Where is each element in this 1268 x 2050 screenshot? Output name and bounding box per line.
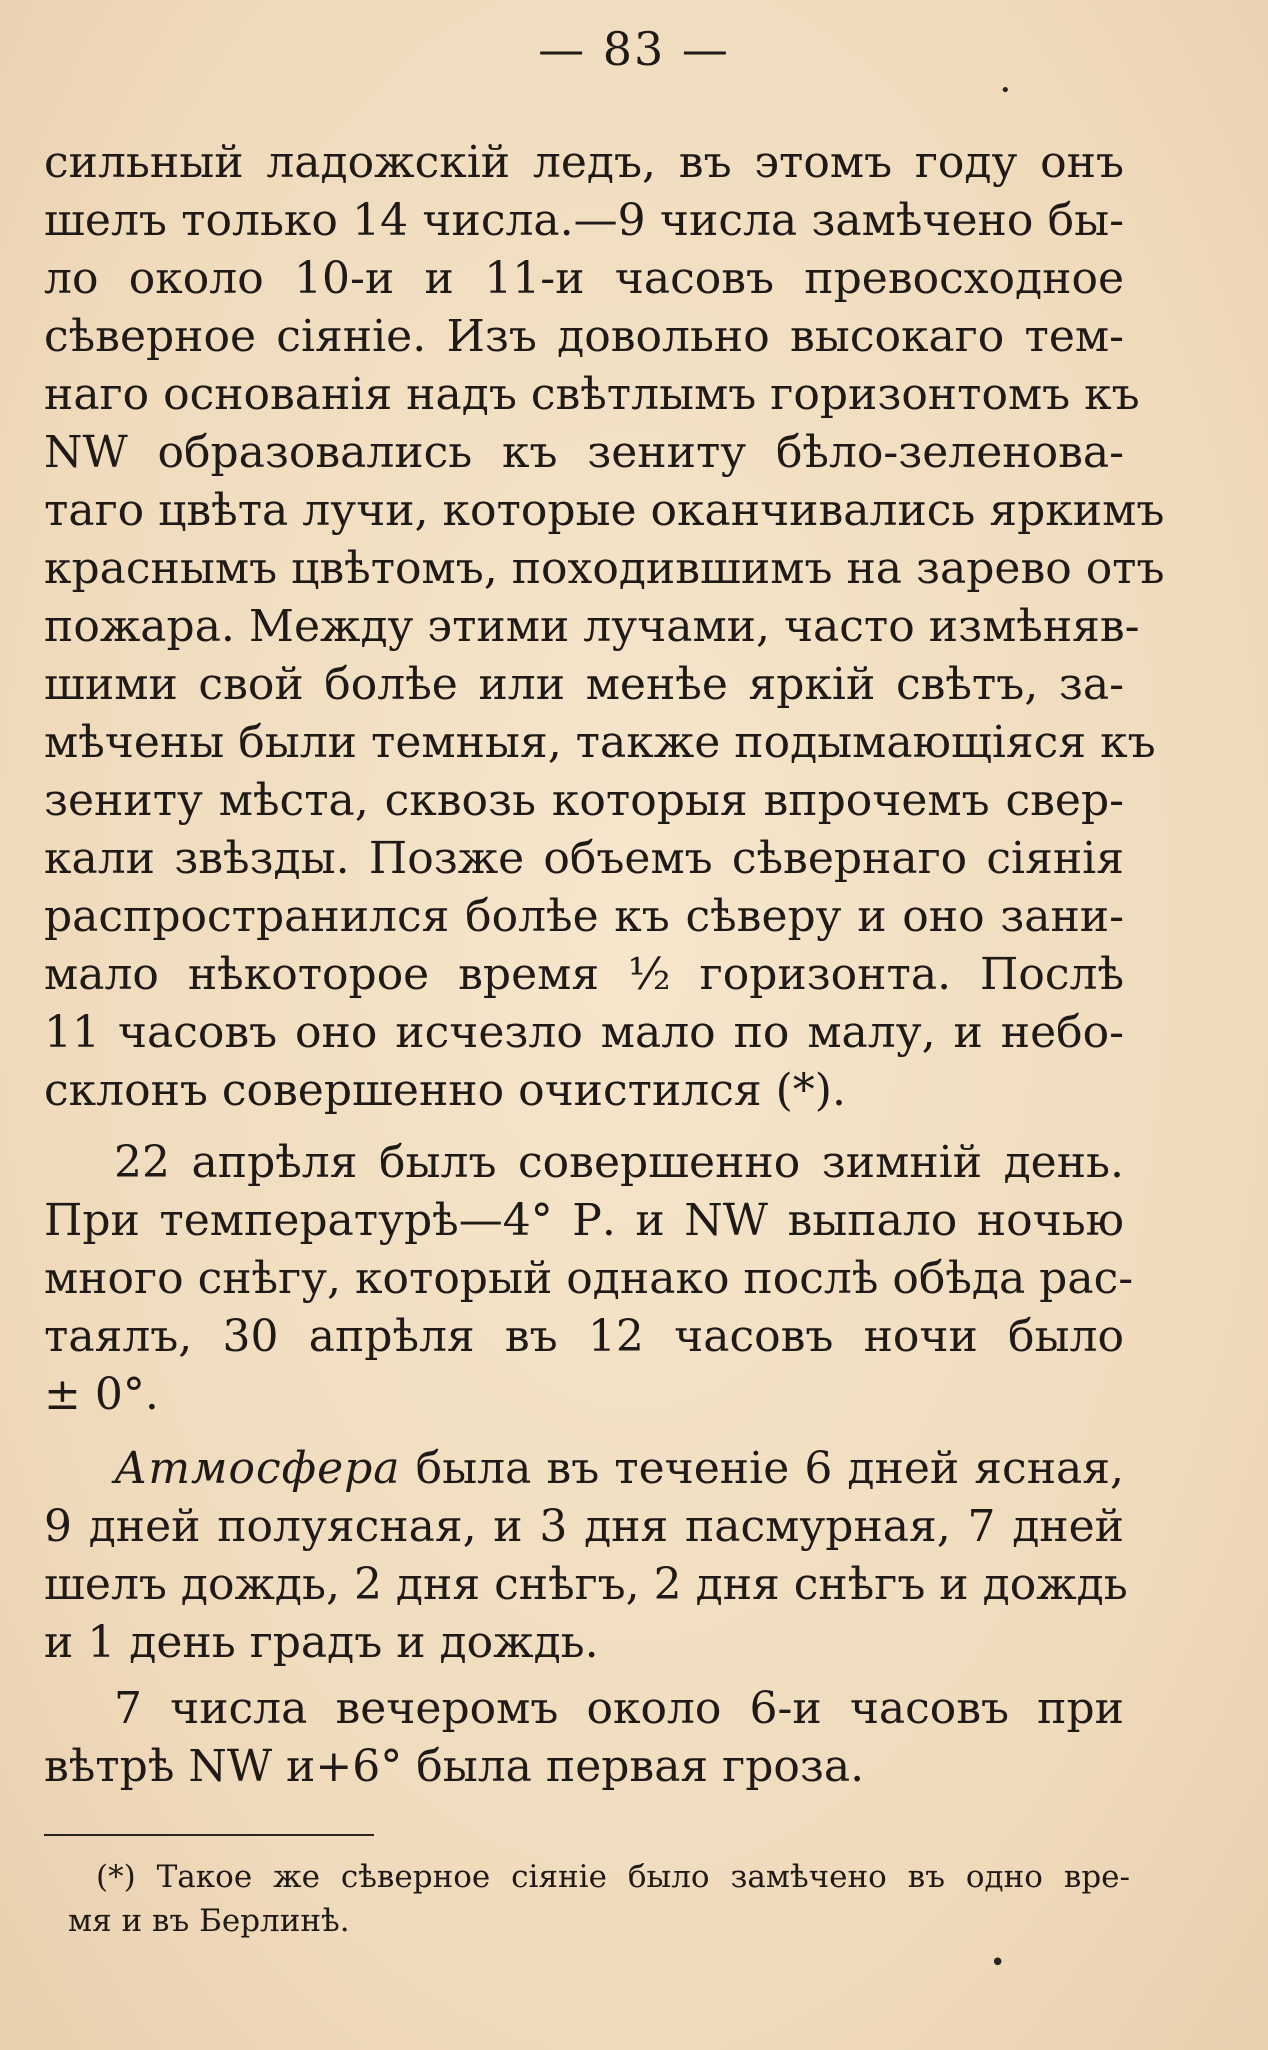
text-line: таго цвѣта лучи, которые оканчивались яркимъ	[44, 485, 1165, 536]
page-number: — 83 —	[538, 22, 730, 76]
text-line	[44, 1440, 1124, 1498]
text-line: 11 часовъ оно исчезло мало по малу, и небо-	[44, 1007, 1124, 1058]
text-line: пожара. Между этими лучами, часто измѣняв-	[44, 601, 1140, 652]
text-line: и 1 день градъ и дождь.	[44, 1617, 599, 1668]
text-line: мало нѣкоторое время ½ горизонта. Послѣ	[44, 949, 1124, 1000]
footnote	[68, 1855, 1130, 1943]
footnote-rule	[44, 1834, 374, 1836]
text-line: наго основанія надъ свѣтлымъ горизонтомъ къ	[44, 369, 1140, 420]
footnote-line: мя и въ Берлинѣ.	[68, 1903, 350, 1939]
paragraph-thunderstorm	[44, 1680, 1124, 1796]
text-line: зениту мѣста, сквозь которыя впрочемъ свер-	[44, 775, 1124, 826]
text-line: 7 числа вечеромъ около 6-и часовъ при	[114, 1683, 1124, 1734]
italic-term: Атмосфера	[114, 1443, 401, 1494]
text-fragment: была въ теченіе 6 дней ясная,	[400, 1443, 1124, 1494]
text-line: много снѣгу, который однако послѣ обѣда рас-	[44, 1253, 1134, 1304]
text-line: 22 апрѣля былъ совершенно зимній день.	[114, 1137, 1124, 1188]
text-line: NW образовались къ зениту бѣло-зеленова-	[44, 427, 1124, 478]
text-line: распространился болѣе къ сѣверу и оно зани-	[44, 891, 1124, 942]
text-line: вѣтрѣ NW и+6° была первая гроза.	[44, 1741, 865, 1792]
text-line: таялъ, 30 апрѣля въ 12 часовъ ночи было	[44, 1311, 1124, 1362]
text-line: мѣчены были темныя, также подымающіяся къ	[44, 717, 1156, 768]
text-line: краснымъ цвѣтомъ, походившимъ на зарево отъ	[44, 543, 1165, 594]
text-line: ± 0°.	[44, 1369, 159, 1420]
text-line: шелъ только 14 числа.—9 числа замѣчено бы-	[44, 195, 1124, 246]
text-line: ло около 10-и и 11-и часовъ превосходное	[44, 253, 1124, 304]
text-line: сѣверное сіяніе. Изъ довольно высокаго тем-	[44, 311, 1124, 362]
printer-mark: •	[990, 1948, 1006, 1978]
text-line: сильный ладожскій ледъ, въ этомъ году онъ	[44, 137, 1124, 188]
footnote-line: (*) Такое же сѣверное сіяніе было замѣчено въ одно вре-	[96, 1859, 1130, 1895]
text-line: 9 дней полуясная, и 3 дня пасмурная, 7 дней	[44, 1501, 1124, 1552]
paragraph-april-22	[44, 1134, 1134, 1424]
paragraph-atmosphere	[44, 1440, 1128, 1672]
text-line: шелъ дождь, 2 дня снѣгъ, 2 дня снѣгъ и дождь	[44, 1559, 1128, 1610]
text-line: При температурѣ—4° Р. и NW выпало ночью	[44, 1195, 1124, 1246]
ink-speck: •	[1000, 80, 1011, 101]
paragraph-aurora	[44, 134, 1165, 1120]
text-line: шими свой болѣе или менѣе яркій свѣтъ, за-	[44, 659, 1124, 710]
text-line: кали звѣзды. Позже объемъ сѣвернаго сіянія	[44, 833, 1124, 884]
text-line: склонъ совершенно очистился (*).	[44, 1065, 846, 1116]
